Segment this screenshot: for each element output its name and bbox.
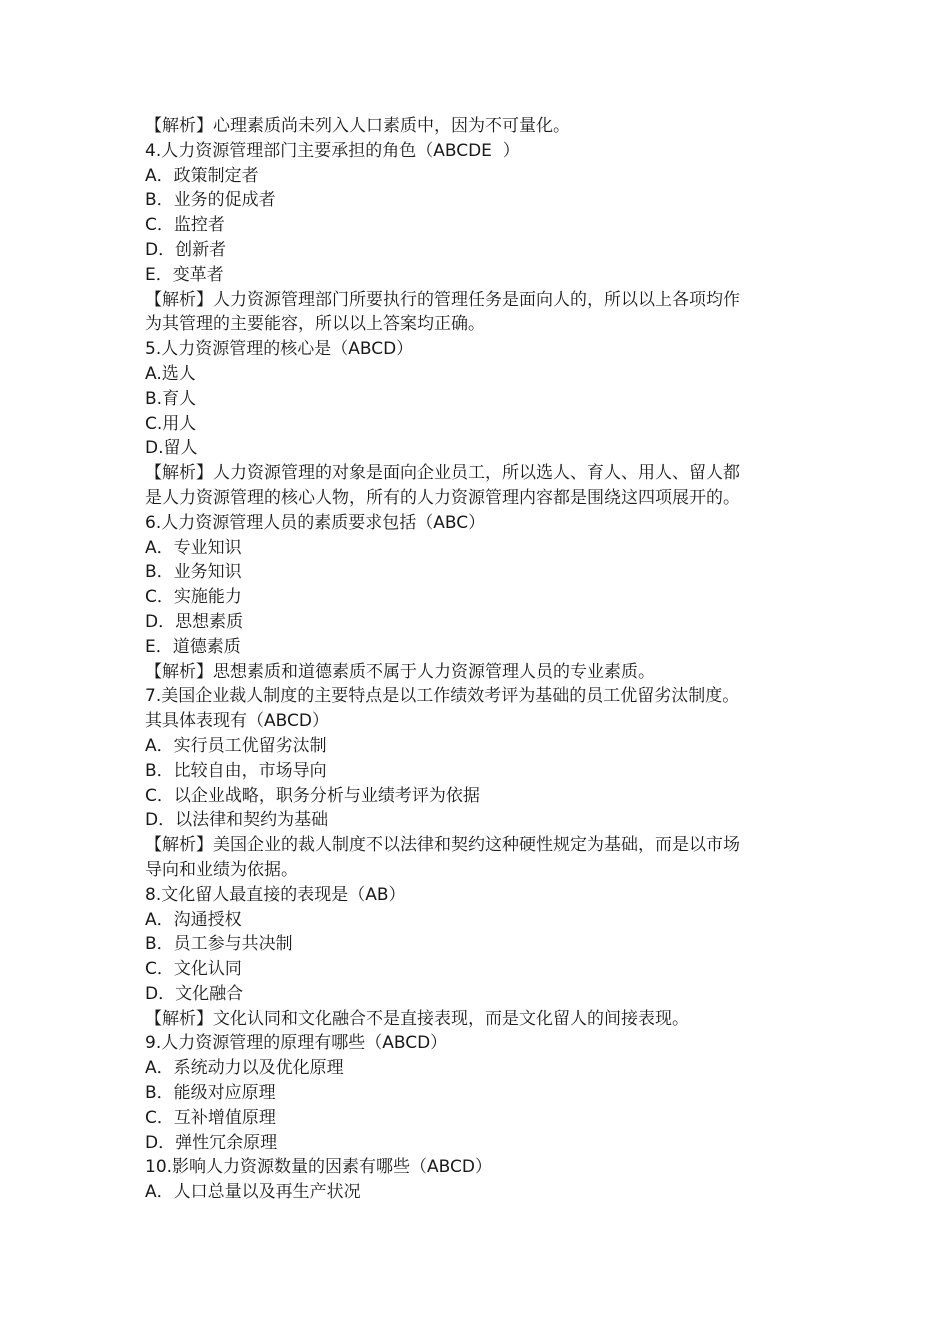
question-8: 8.文化留人最直接的表现是（AB） xyxy=(145,884,406,905)
analysis-text: 【解析】思想素质和道德素质不属于人力资源管理人员的专业素质。 xyxy=(145,661,655,682)
option-c: C．文化认同 xyxy=(145,959,242,980)
option-a: A．沟通授权 xyxy=(145,909,242,930)
option-d: D．思想素质 xyxy=(145,611,244,632)
analysis-text: 【解析】心理素质尚未列入人口素质中，因为不可量化。 xyxy=(145,116,570,136)
option-d: D．以法律和契约为基础 xyxy=(145,810,329,831)
analysis-text: 【解析】人力资源管理部门所要执行的管理任务是面向人的，所以以上各项均作 xyxy=(145,289,740,310)
option-a: A.选人 xyxy=(145,363,196,384)
option-a: A．实行员工优留劣汰制 xyxy=(145,735,327,756)
option-b: B．员工参与共决制 xyxy=(145,934,293,955)
analysis-text: 【解析】文化认同和文化融合不是直接表现，而是文化留人的间接表现。 xyxy=(145,1008,689,1029)
option-a: A．专业知识 xyxy=(145,537,242,558)
analysis-text: 是人力资源管理的核心人物，所有的人力资源管理内容都是围绕这四项展开的。 xyxy=(145,487,740,508)
option-a: A．系统动力以及优化原理 xyxy=(145,1058,344,1079)
analysis-text: 【解析】人力资源管理的对象是面向企业员工，所以选人、育人、用人、留人都 xyxy=(145,463,740,484)
question-10: 10.影响人力资源数量的因素有哪些（ABCD） xyxy=(145,1157,492,1178)
option-a: A．政策制定者 xyxy=(145,165,259,186)
option-c: C.用人 xyxy=(145,413,197,434)
option-e: E．变革者 xyxy=(145,264,224,285)
analysis-text: 【解析】美国企业的裁人制度不以法律和契约这种硬性规定为基础，而是以市场 xyxy=(145,835,740,856)
analysis-text: 为其管理的主要能容，所以以上答案均正确。 xyxy=(145,314,485,335)
option-d: D.留人 xyxy=(145,438,198,459)
option-b: B．比较自由，市场导向 xyxy=(145,760,327,781)
question-5: 5.人力资源管理的核心是（ABCD） xyxy=(145,339,414,360)
option-e: E．道德素质 xyxy=(145,636,241,657)
option-b: B．业务的促成者 xyxy=(145,190,276,211)
question-4: 4.人力资源管理部门主要承担的角色（ABCDE ） xyxy=(145,140,520,161)
option-d: D．弹性冗余原理 xyxy=(145,1132,278,1153)
question-7: 其具体表现有（ABCD） xyxy=(145,711,329,732)
option-d: D．创新者 xyxy=(145,239,227,260)
question-6: 6.人力资源管理人员的素质要求包括（ABC） xyxy=(145,512,486,533)
option-a: A．人口总量以及再生产状况 xyxy=(145,1182,361,1203)
option-b: B.育人 xyxy=(145,388,197,409)
option-b: B．业务知识 xyxy=(145,562,242,583)
document-body xyxy=(145,114,825,1205)
option-d: D．文化融合 xyxy=(145,983,244,1004)
question-9: 9.人力资源管理的原理有哪些（ABCD） xyxy=(145,1033,448,1054)
option-c: C．监控者 xyxy=(145,215,225,236)
option-b: B．能级对应原理 xyxy=(145,1083,276,1104)
analysis-text: 导向和业绩为依据。 xyxy=(145,859,298,880)
option-c: C．以企业战略，职务分析与业绩考评为依据 xyxy=(145,785,480,806)
option-c: C．实施能力 xyxy=(145,587,242,608)
option-c: C．互补增值原理 xyxy=(145,1107,276,1128)
question-7: 7.美国企业裁人制度的主要特点是以工作绩效考评为基础的员工优留劣汰制度。 xyxy=(145,686,740,707)
